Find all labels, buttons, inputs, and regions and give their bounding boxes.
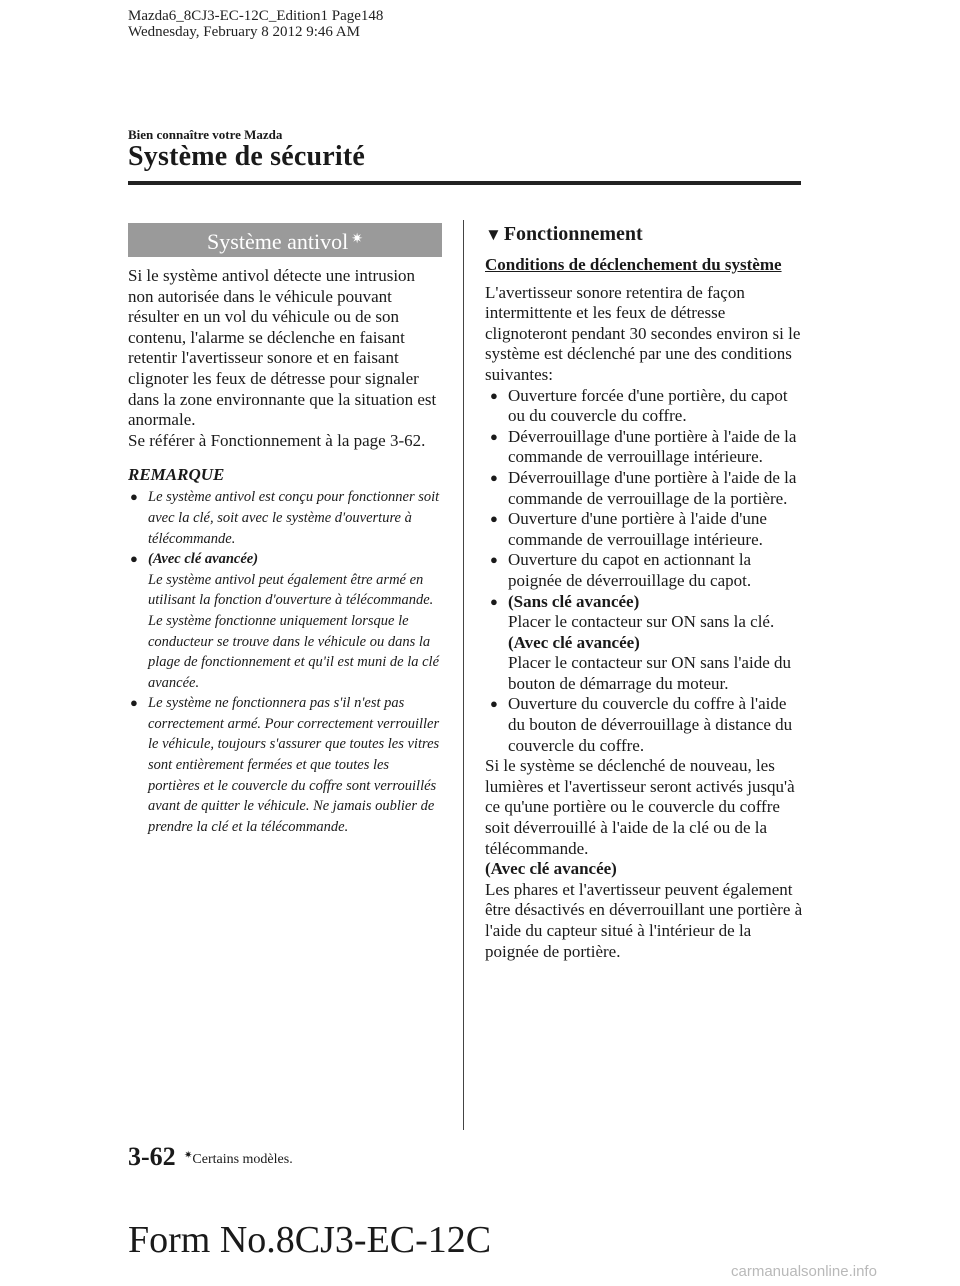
condition-bold: (Avec clé avancée)	[508, 632, 640, 652]
conditions-list	[485, 386, 803, 757]
condition-item	[485, 509, 803, 550]
conditions-intro: L'avertisseur sonore retentira de façon intermittente et les feux de détresse clignoteront pendant 30 secondes environ si le système est déclenché par une des conditions suivantes:	[485, 282, 801, 384]
page-title: Système de sécurité	[128, 141, 366, 172]
bullet-icon: ●	[490, 696, 498, 712]
remarque-text: Le système antivol est conçu pour fonctionner soit avec la clé, soit avec le système d'ouverture à télécommande.	[148, 489, 440, 547]
bullet-icon: ●	[130, 695, 138, 711]
bullet-icon: ●	[130, 551, 138, 567]
condition-text: Ouverture du capot en actionnant la poignée de déverrouillage du capot.	[508, 550, 752, 590]
right-column	[485, 223, 803, 962]
condition-bold: (Sans clé avancée)	[508, 591, 640, 611]
condition-text: Ouverture du couvercle du coffre à l'aide du bouton de déverrouillage à distance du couvercle du coffre.	[508, 694, 793, 755]
advanced-key-paragraph: Les phares et l'avertisseur peuvent également être désactivés en déverrouillant une portière à l'aide du capteur situé à l'intérieur de la poignée de portière.	[485, 879, 803, 961]
reference-paragraph: Se référer à Fonctionnement à la page 3-62.	[128, 430, 426, 450]
subsection-banner	[128, 223, 442, 257]
footnote-text: Certains modèles.	[192, 1152, 293, 1167]
condition-text: Ouverture forcée d'une portière, du capot ou du couvercle du coffre.	[508, 385, 788, 426]
condition-item	[485, 550, 803, 591]
condition-item	[485, 386, 803, 427]
left-column	[128, 223, 442, 837]
file-info-line: Mazda6_8CJ3-EC-12C_Edition1 Page148	[128, 8, 384, 24]
remarque-item	[128, 693, 442, 837]
advanced-key-label: (Avec clé avancée)	[485, 859, 617, 879]
remarque-text: Le système ne fonctionnera pas s'il n'est pas correctement armé. Pour correctement verrouiller le véhicule, toujours s'assurer que toutes les vitres sont entièrement fermées et que toutes les portières et le couvercle du coffre sont verrouillés avant de quitter le véhicule. Ne jamais oublier de prendre la clé et la télécommande.	[148, 695, 440, 835]
after-conditions-paragraph: Si le système se déclenché de nouveau, les lumières et l'avertisseur seront activés jusqu'à ce qu'une portière ou le couvercle du coffre soit déverrouillé à l'aide de la clé ou de la télécommande.	[485, 756, 795, 858]
date-line: Wednesday, February 8 2012 9:46 AM	[128, 24, 360, 40]
remarque-text: Le système antivol peut également être armé en utilisant la fonction d'ouverture à télécommande. Le système fonctionne uniquement lorsque le conducteur se trouve dans le véhicule ou dans la plage de fonctionnement et qu'il est muni de la clé avancée.	[148, 571, 440, 691]
condition-item	[485, 468, 803, 509]
form-number: Form No.8CJ3-EC-12C	[128, 1219, 492, 1261]
condition-item	[485, 694, 803, 756]
bullet-icon: ●	[130, 489, 138, 505]
condition-item	[485, 592, 803, 695]
bullet-icon: ●	[490, 469, 498, 485]
operation-heading	[485, 223, 803, 246]
watermark: carmanualsonline.info	[731, 1263, 877, 1280]
section-label: Bien connaître votre Mazda	[128, 127, 283, 142]
triangle-marker-icon: ▼	[485, 225, 502, 244]
condition-text: Placer le contacteur sur ON sans la clé.	[508, 612, 775, 632]
bullet-icon: ●	[490, 387, 498, 403]
footnote	[184, 1150, 293, 1168]
title-rule	[128, 181, 801, 185]
remarque-item	[128, 487, 442, 549]
bullet-icon: ●	[490, 593, 498, 609]
remarque-bold: (Avec clé avancée)	[148, 551, 259, 568]
intro-paragraph: Si le système antivol détecte une intrusion non autorisée dans le véhicule pouvant résulter en un vol du véhicule ou de son contenu, l'alarme se déclenche en faisant retentir l'avertisseur sonore et en faisant clignoter les feux de détresse pour signaler dans la zone environnante que la situation est anormale.	[128, 266, 437, 430]
conditions-heading: Conditions de déclenchement du système	[485, 255, 782, 274]
condition-text: Ouverture d'une portière à l'aide d'une commande de verrouillage intérieure.	[508, 509, 767, 549]
condition-text: Déverrouillage d'une portière à l'aide de la commande de verrouillage de la portière.	[508, 467, 797, 508]
remarque-item	[128, 549, 442, 693]
remarque-heading: REMARQUE	[128, 465, 225, 485]
condition-text: Déverrouillage d'une portière à l'aide de la commande de verrouillage intérieure.	[508, 426, 797, 467]
bullet-icon: ●	[490, 428, 498, 444]
column-divider	[463, 220, 464, 1130]
bullet-icon: ●	[490, 552, 498, 568]
optional-star-icon: ✷	[184, 1150, 193, 1161]
condition-text: Placer le contacteur sur ON sans l'aide du bouton de démarrage du moteur.	[508, 653, 791, 693]
remarque-list	[128, 487, 442, 837]
page-number: 3-62	[128, 1142, 176, 1171]
banner-title: Système antivol	[207, 229, 349, 254]
optional-star-icon: ✷	[351, 232, 363, 247]
bullet-icon: ●	[490, 511, 498, 527]
condition-item	[485, 427, 803, 468]
operation-heading-text: Fonctionnement	[503, 223, 643, 245]
